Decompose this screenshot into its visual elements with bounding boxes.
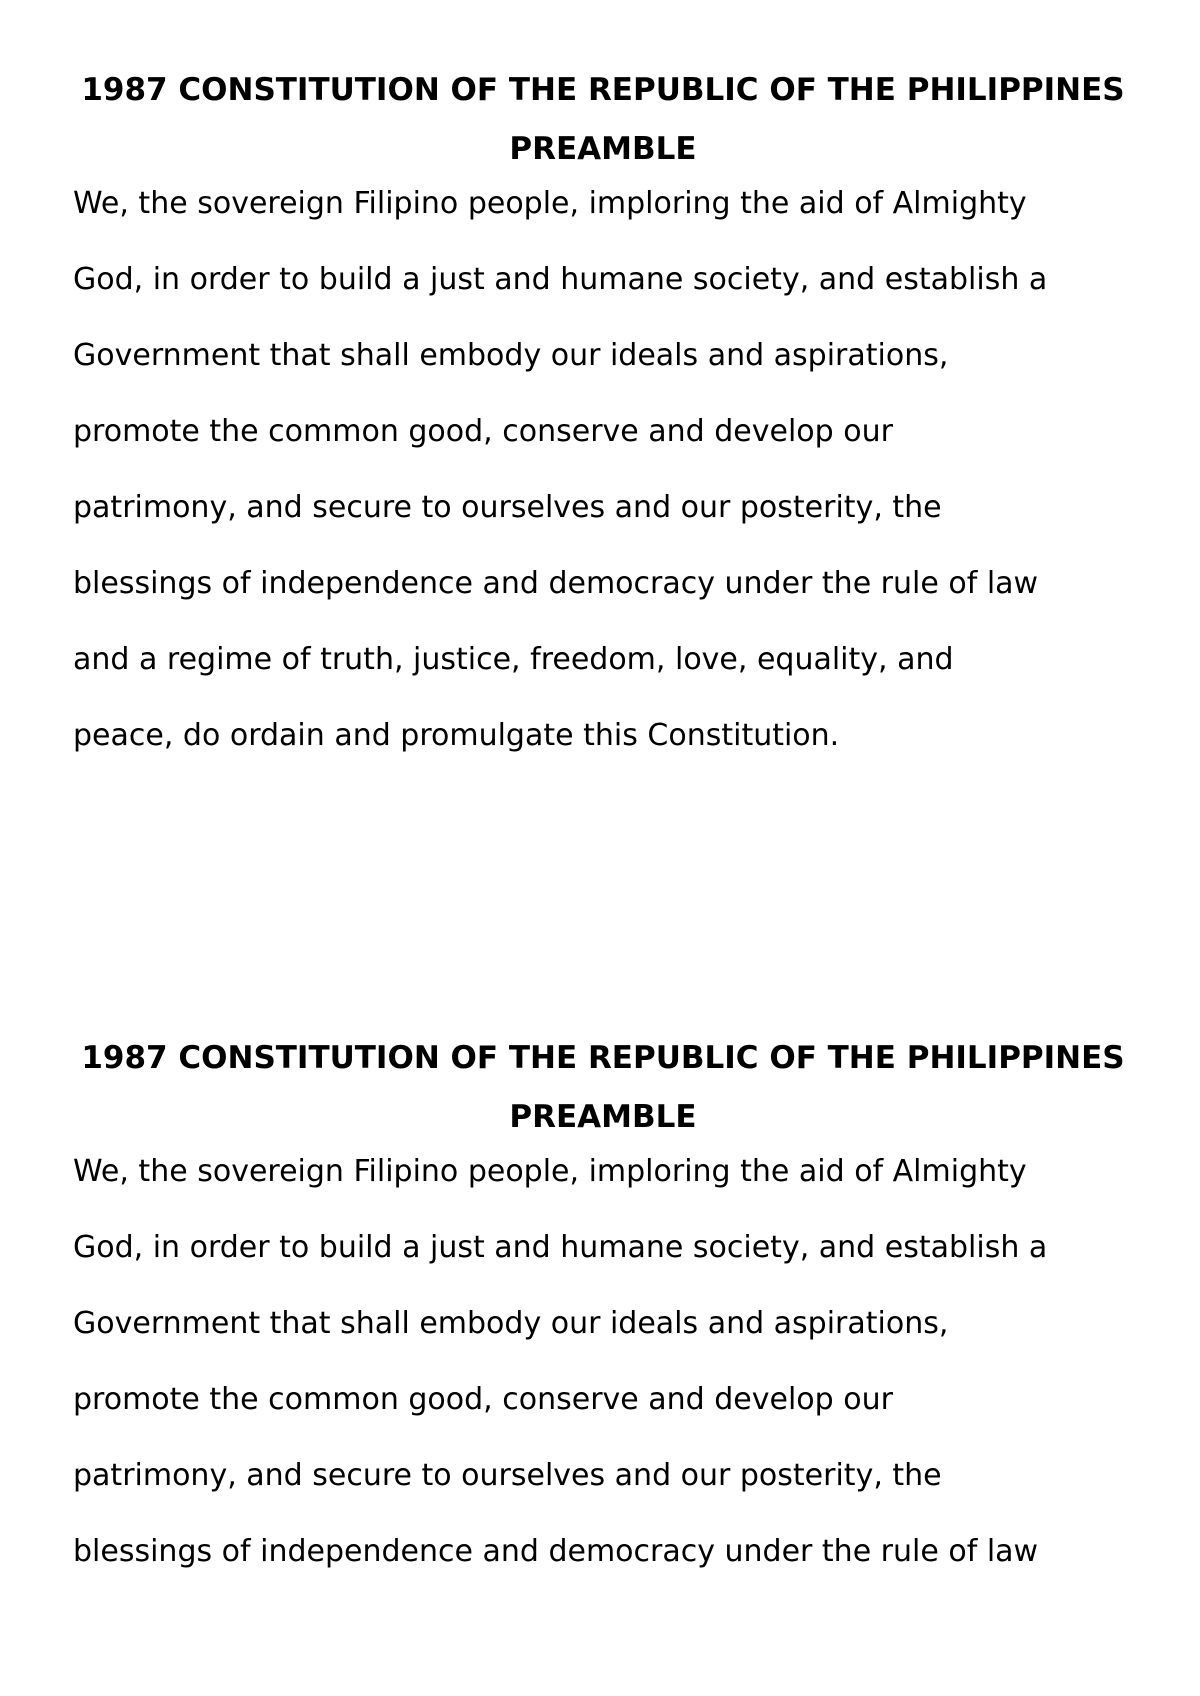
preamble-section [73,1036,1133,1598]
section-heading: PREAMBLE [509,131,697,167]
text-line: patrimony, and secure to ourselves and our posterity, the [73,1458,942,1493]
text-line: God, in order to build a just and humane society, and establish a [73,262,1048,297]
preamble-text [73,1142,1133,1598]
text-line: Government that shall embody our ideals and aspirations, [73,338,949,373]
document-title: 1987 CONSTITUTION OF THE REPUBLIC OF THE PHILIPPINES [81,72,1125,108]
section-heading: PREAMBLE [509,1099,697,1135]
preamble-text [73,174,1133,782]
text-line: We, the sovereign Filipino people, imploring the aid of Almighty [73,186,1027,221]
document-title: 1987 CONSTITUTION OF THE REPUBLIC OF THE PHILIPPINES [81,1040,1125,1076]
text-line: blessings of independence and democracy under the rule of law [73,1534,1039,1569]
text-line: God, in order to build a just and humane society, and establish a [73,1230,1048,1265]
text-line: promote the common good, conserve and develop our [73,1382,893,1417]
text-line: peace, do ordain and promulgate this Constitution. [73,718,840,753]
text-line: promote the common good, conserve and develop our [73,414,893,449]
text-line: Government that shall embody our ideals and aspirations, [73,1306,949,1341]
text-line: patrimony, and secure to ourselves and our posterity, the [73,490,942,525]
text-line: blessings of independence and democracy under the rule of law [73,566,1039,601]
preamble-section [73,68,1133,782]
text-line: We, the sovereign Filipino people, imploring the aid of Almighty [73,1154,1027,1189]
text-line: and a regime of truth, justice, freedom, love, equality, and [73,642,954,677]
